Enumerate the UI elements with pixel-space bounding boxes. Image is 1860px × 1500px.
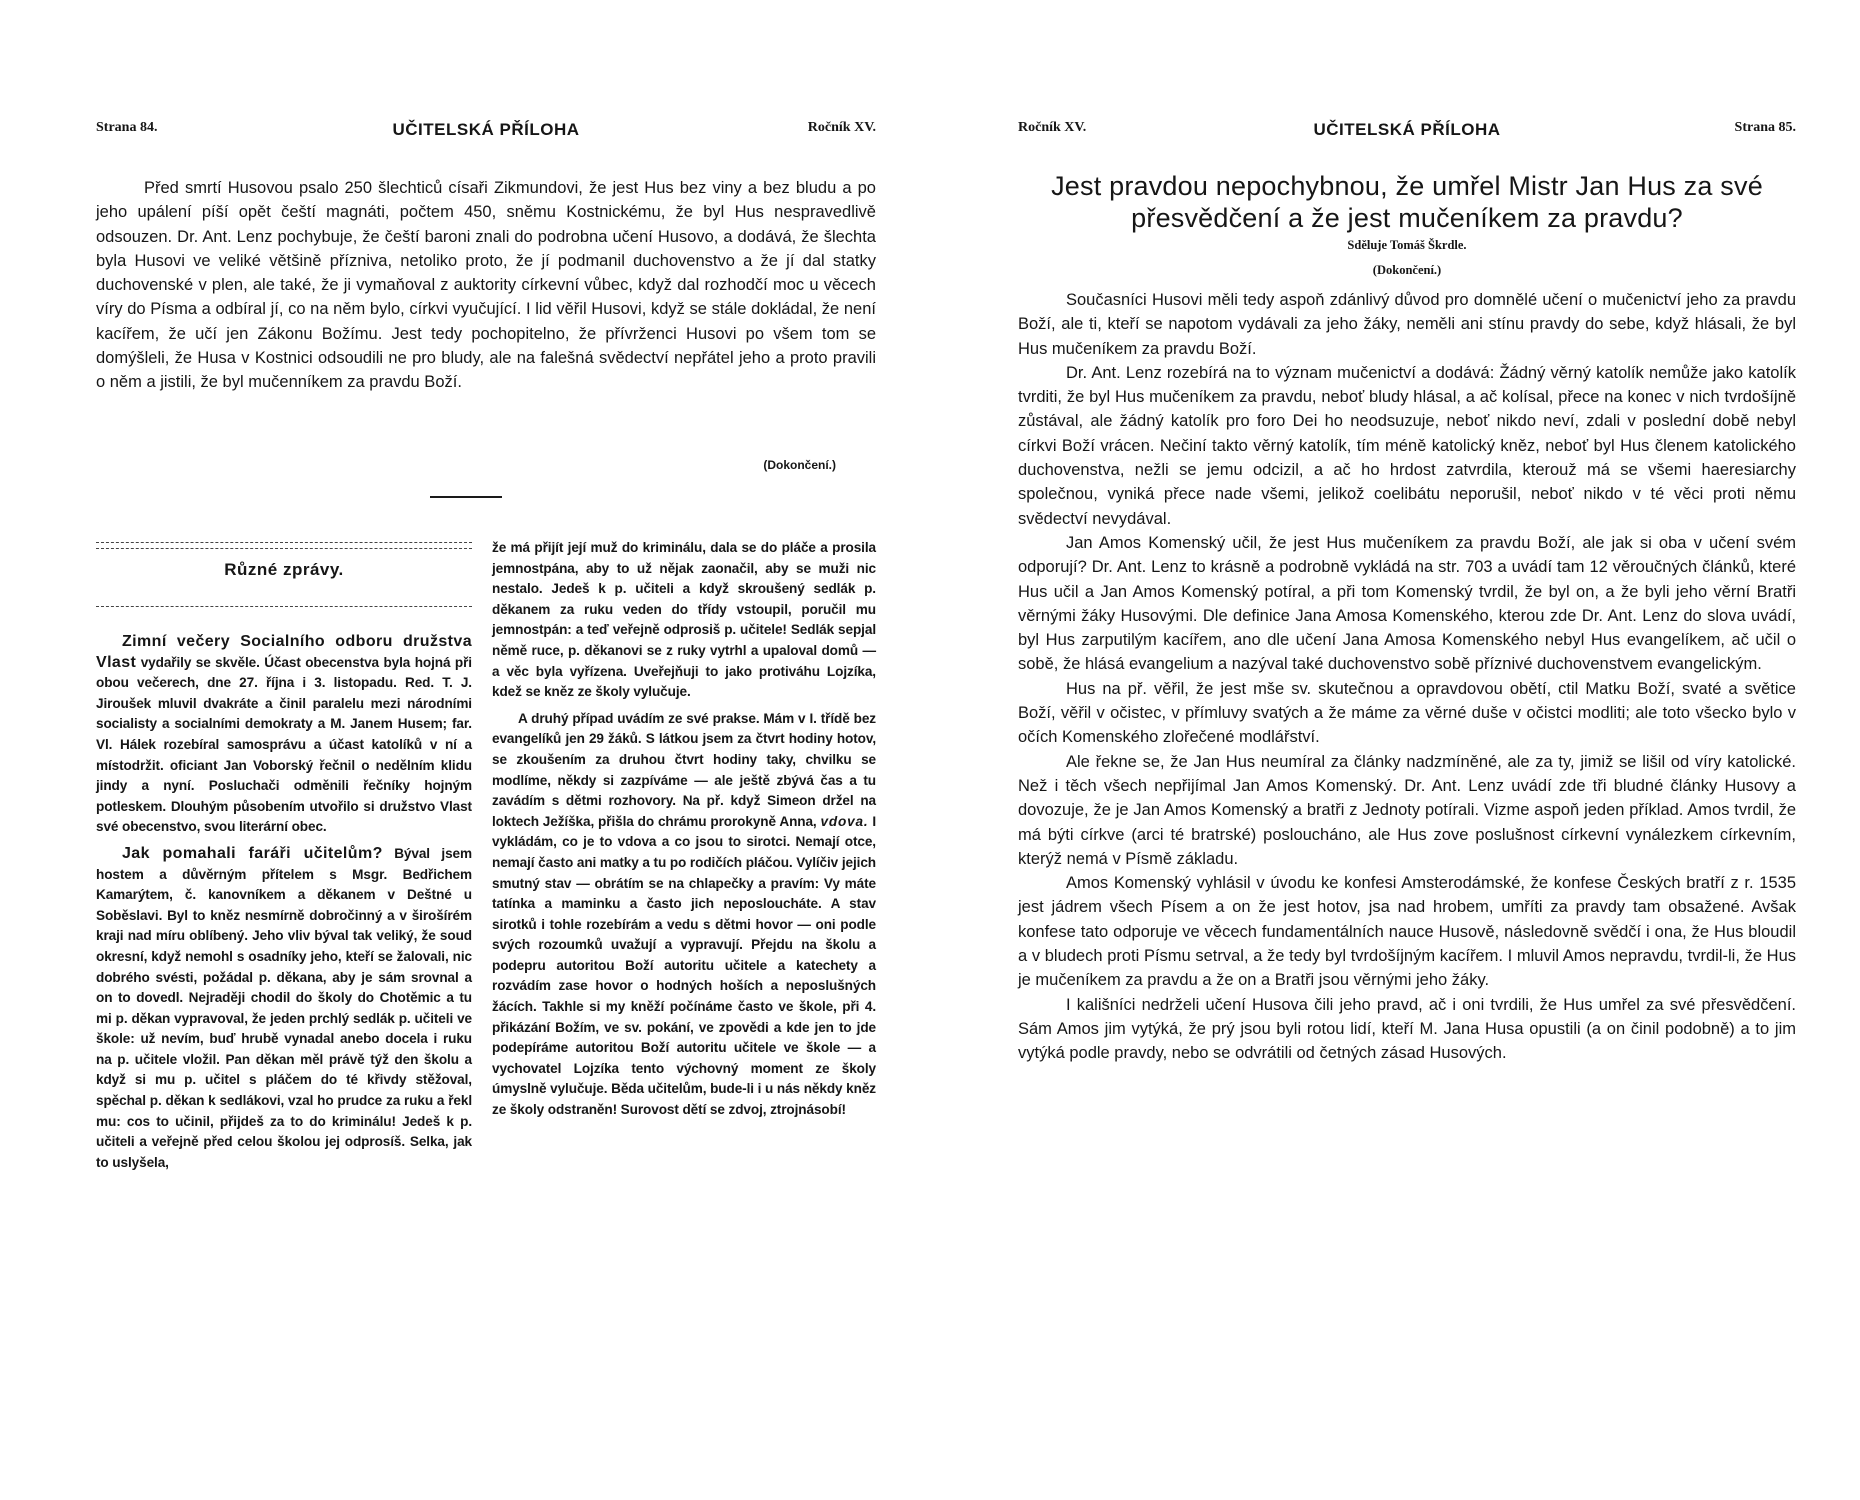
- byline: Sděluje Tomáš Škrdle.: [1347, 238, 1467, 252]
- news-item-text: A druhý případ uvádím ze své prakse. Mám v I. třídě bez evangelíků jen 29 žáků. S látkou jsem za čtvrt hodiny hotov, se zkoušením za druhou čtvrt hodiny taky, chvilku se modlíme, někdy si zazpíváme — ale ještě zbývá čas a tu zavádím s dětmi rozhovory. Na př. když Simeon držel na loktech Ježíška, přišla do chrámu prorokyně Anna,: [492, 710, 876, 829]
- separator-rule: [430, 496, 502, 498]
- right-running-head: [1018, 120, 1796, 144]
- right-page: [1018, 0, 1796, 1500]
- news-column-1: [96, 538, 472, 1173]
- news-item-continued: že má přijít její muž do kriminálu, dala se do pláče a prosila jemnostpána, aby to už nějak zaonačil, aby se muži nic nestalo. Jedeš k p. učiteli a když skroušený sedlák p. děkanem za ruku veden do třídy vstoupil, poručil mu jemnostpán: a teď veřejně odprosiš p. učitele! Sedlák sepjal němě ruce, p. děkanovi se z ruky vytrhl a upaloval domů — a věc byla vyřízena. Uveřejňuji to jako protiváhu Lojzíka, kdež se kněz ze školy vylučuje.: [492, 540, 876, 700]
- news-item-paragraph: [96, 632, 472, 838]
- section-rule-bottom: [96, 606, 472, 607]
- section-rule-top-2: [96, 548, 472, 549]
- page-number-label: Strana 85.: [1734, 120, 1796, 135]
- journal-title: UČITELSKÁ PŘÍLOHA: [392, 120, 580, 139]
- section-header: [96, 538, 472, 616]
- top-article-paragraph: Před smrtí Husovou psalo 250 šlechticů císaři Zikmundovi, že jest Hus bez viny a bez bludu a po jeho upálení píší opět čeští magnáti, počtem 450, sněmu Kostnickému, že byl Hus nespravedlivě odsouzen. Dr. Ant. Lenz pochybuje, že čeští baroni znali do podrobna učení Husovo, a dodává, že šlechta byla Husovi ve veliké většině přízniva, netoliko proto, že jí podmanil duchovenstvo a že jí dal statky duchovenské v plen, ale také, že ji vymaňoval z auktority církevní vůbec, když dal rozhodčí moc u věcech víry do Písma a odbíral jí, co na něm bylo, církvi vyučující. I lid věřil Husovi, když se stále dokládal, že není kacířem, že učí jen Zákonu Božímu. Jest tedy pochopitelno, že přívrženci Husovi po všem tom se domýšleli, že Husa v Kostnici odsoudili ne pro bludy, ale na falešná svědectví nepřátel jeho a proto pravili o něm a jistili, že byl mučenníkem za pravdu Boží.: [96, 179, 876, 392]
- continued-note: (Dokončení.): [1372, 263, 1442, 277]
- continued-note: (Dokončení.): [763, 458, 836, 472]
- article-title-line: přesvědčení a že jest mučeníkem za pravdu?: [1131, 203, 1683, 233]
- volume-label: Ročník XV.: [807, 120, 876, 135]
- article-paragraph: Dr. Ant. Lenz rozebírá na to význam mučenictví a dodává: Žádný věrný katolík nemůže jako katolík tvrditi, že byl Hus mučeníkem za pravdu, neboť bludy hlásal, a ač kolísal, přece na konec v nich tvrdošíjně zůstával, ale žádný katolík pro foro Dei ho neodsuzuje, neboť nikdo neví, zdali v poslední době nebyl církvi Boží vrácen. Nečiní takto věrný katolík, tím méně katolický kněz, neboť byl Hus členem katolického duchovenstva, nežli se jemu odcizil, a ač ho hrdost zatvrdila, kterouž má se všemi haeresiarchy společnou, vyniká přece nade všemi, jelikož coelibátu neporušil, neboť nikdo v té věci proti němu svědectví nevydával.: [1018, 363, 1796, 528]
- section-rule-top: [96, 542, 472, 543]
- news-item-paragraph: [492, 709, 876, 1121]
- news-item-paragraph: [96, 844, 472, 1174]
- journal-title: UČITELSKÁ PŘÍLOHA: [1313, 120, 1501, 139]
- volume-label: Ročník XV.: [1018, 120, 1087, 135]
- section-title: Různé zprávy.: [224, 560, 344, 579]
- top-article: [96, 176, 876, 395]
- article-body: [1018, 288, 1796, 1066]
- news-item-lead: Jak pomahali faráři učitelům?: [122, 844, 383, 862]
- left-page: [96, 0, 876, 1500]
- emphasis-word: vdova.: [820, 813, 869, 829]
- left-running-head: [96, 120, 876, 144]
- article-paragraph: Hus na př. věřil, že jest mše sv. skutečnou a opravdovou obětí, ctil Matku Boží, svaté a světice Boží, věřil v očistec, v přímluvy svatých a že máme za věrné duše v očistci modliti; ale toto všecko bylo v očích Komenského zlořečené modlářství.: [1018, 679, 1796, 747]
- page-number-label: Strana 84.: [96, 120, 158, 135]
- news-column-2: [492, 538, 876, 1121]
- article-paragraph: Amos Komenský vyhlásil v úvodu ke konfesi Amsterodámské, že konfese Českých bratří z r. 1535 jest jádrem všech Písem a on že jest hotov, jsa nad hrobem, umříti za pravdy tam obsažené. Avšak konfese tato odporuje ve věcech fundamentálních nauce Husově, následovně svědčí i ona, že Hus bloudil a v bludech proti Písmu setrval, a že tedy byl tvrdošíjným kacířem. I mluvil Amos nepravdu, tvrdil-li, že Hus je mučeníkem za pravdu a že on a Bratři jsou věrnými jeho žáky.: [1018, 874, 1796, 990]
- news-item-lead: Zimní večery Socialního odboru družstva Vlast: [96, 633, 472, 671]
- news-item-text: vydařily se skvěle. Účast obecenstva byla hojná při obou večerech, dne 27. října i 3. listopadu. Red. T. J. Jiroušek mluvil dvakráte a činil paralelu mezi národními socialisty a socialními demokraty a M. Janem Husem; far. Vl. Hálek rozebíral samosprávu a účast katolíků v ní a místodržit. oficiant Jan Voborský řečnil o nedělním klidu jindy a nyní. Posluchači odměnili řečníky hojným potleskem. Dlouhým působením utvořilo si družstvo Vlast své obecenstvo, svou literární obec.: [96, 654, 472, 835]
- article-paragraph: I kališníci nedrželi učení Husova čili jeho pravd, ač i oni tvrdili, že Hus umřel za své přesvědčení. Sám Amos jim vytýká, že prý jsou byli rotou lidí, kteří M. Jana Husa opustili (a on činil podobně) a to jim vytýká podle pravdy, nebo se odvrátili od četných zásad Husových.: [1018, 995, 1796, 1063]
- article-title: [1018, 170, 1796, 234]
- article-paragraph: Ale řekne se, že Jan Hus neumíral za články nadzmíněné, ale za ty, jimiž se lišil od víry katolické. Než i těch všech nepřijímal Jan Amos Komenský. Dr. Ant. Lenz uvádí zde tři bludné články Husovy a dovozuje, že je Jan Amos Komenský a bratři z Jednoty potírali. Vizme aspoň jeden příklad. Amos tvrdil, že má býti církve (arci té bratrské) posloucháno, ale Hus zove poslušnost církevní vynálezkem církevním, kterýž nemá v Písmě základu.: [1018, 752, 1796, 868]
- news-item-text: I vykládám, co je to vdova a co jsou to sirotci. Nemají otce, nemají často ani matky a tu po rodičích pláčou. Vylíčiv jejich smutný stav — obrátím se na chlapečky a pravím: Vy máte tatínka a maminku a často jich neposloucháte. A stav sirotků i tohle rozebírám a vedu s dětmi hovor — oni podle svých rozoumků uvažují a vypravují. Přejdu na školu a podepru autoritou Boží autoritu učitele a katechety a rozvádím zase hovor o hodných hoších a neposlušných žácích. Takhle si my kněží počínáme často ve škole, při 4. přikázání Božím, ve sv. pokání, ve zpovědi a kde jen to jde podepíráme autoritou Boží autoritu učitele ve škole — a vychovatel Lojzíka tento výchovný moment ze školy úmyslně vylučuje. Běda učitelům, bude-li i u nás někdy kněz ze školy odstraněn! Surovost dětí se zdvoj, ztrojnásobí!: [492, 813, 876, 1118]
- article-paragraph: Současníci Husovi měli tedy aspoň zdánlivý důvod pro domnělé učení o mučenictví jeho za pravdu Boží, ale ti, kteří se napotom vydávali za jeho žáky, neměli ani stínu pravdy do sebe, když hlásali, že byl Hus mučeníkem za pravdu Boží.: [1018, 291, 1796, 358]
- news-item-text: Býval jsem hostem a důvěrným přítelem s Msgr. Bedřichem Kamarýtem, č. kanovníkem a děkanem v Deštné u Soběslavi. Byl to kněz nesmírně dobročinný a v širošírém kraji nad míru oblíbený. Jeho vliv býval tak veliký, že soud okresní, když nemohl s osadníky jeho, kteří se žalovali, nic dobrého svésti, požádal p. děkana, aby je sám srovnal a on to dovedl. Nejraději chodil do školy do Chotěmic a tu mi p. děkan vypravoval, že jeden prchlý sedlák p. učiteli ve škole: už nevím, buď hrubě vynadal anebo docela i ruku na p. učitele vložil. Pan děkan měl právě týž den školu a když si mu p. učitel s pláčem do té křivdy stěžoval, spěchal p. děkan k sedlákovi, vzal ho prudce za ruku a řekl mu: cos to učinil, přijdeš za to do kriminálu! Jedeš k p. učiteli a veřejně před celou školou jej odprosíš. Selka, jak to uslyšela,: [96, 845, 472, 1170]
- article-paragraph: Jan Amos Komenský učil, že jest Hus mučeníkem za pravdu Boží, ale jak si oba v učení svém odporují? Dr. Ant. Lenz to krásně a podrobně vykládá na str. 703 a uvádí tam 12 věroučných článků, které Hus učil a Jan Amos Komenský potíral, a při tom Komenský tvrdil, že byl on, a že byli jeho věrní Bratři věrnými žáky Husovými. Dle definice Jana Amosa Komenského, kterou zde Dr. Ant. Lenz do slova uvádí, byl Hus zarputilým kacířem, ano dle učení Jana Amosa Komenského nebyl Hus evangelíkem, ač učil o sobě, že hlásá evangelium a nazýval také duchovenstvo sobě příznivé duchovenstvem evangelickým.: [1018, 533, 1796, 674]
- article-title-line: Jest pravdou nepochybnou, že umřel Mistr Jan Hus za své: [1051, 171, 1763, 201]
